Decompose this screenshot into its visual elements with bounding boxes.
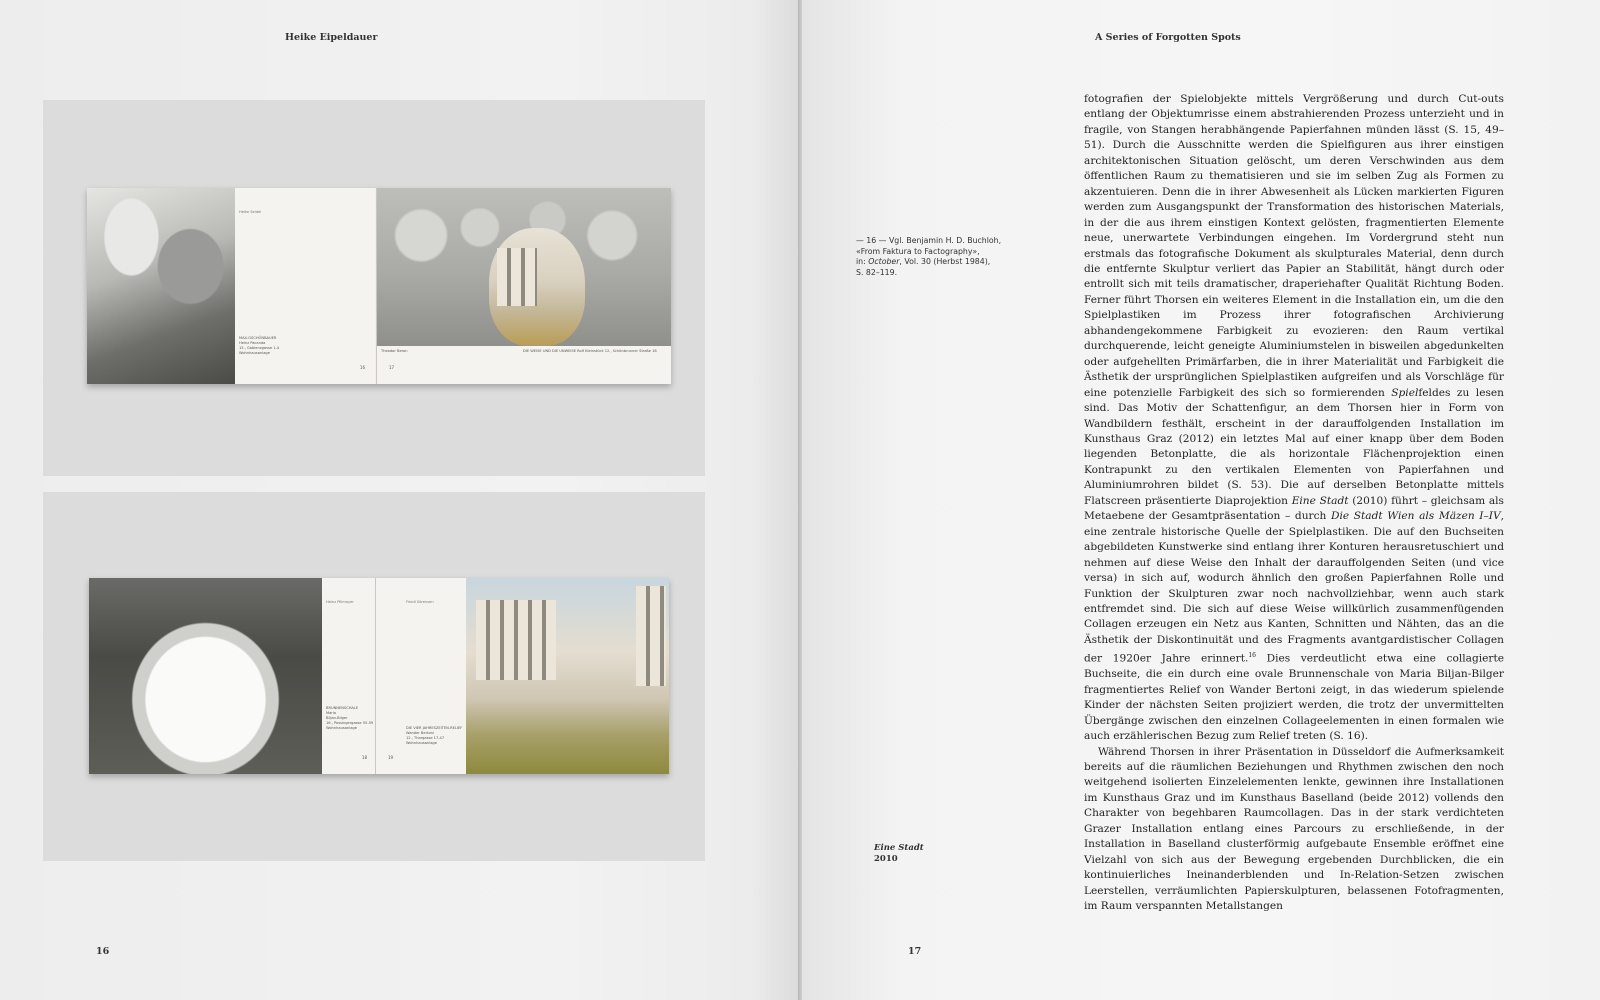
book-left-leaf (322, 578, 375, 774)
book-small-title: Heike Seidel (239, 210, 262, 214)
open-book-photo-1 (87, 188, 671, 384)
footnote-text-1: Vgl. Benjamin H. D. Buchloh, (888, 236, 1002, 245)
paragraph-2: Während Thorsen in ihrer Präsentation in Düsseldorf die Aufmerksamkeit bereits auf die räumlichen Beziehungen und Rhythmen zwischen den noch weitgehend isolierten Einzelelementen lenkte, gewinnen ihre Installationen im Kunsthaus Graz und im Kunsthaus Baselland (beide 2012) vollends den Charakter von begehbaren Raumcollagen. Das in der stark verdichteten Grazer Installation entlang eines Parcours zu erschließende, in der Installation in Baselland clusterförmig aufgebaute Ensemble eröffnet eine Vielzahl von sich aus der Bewegung ergebenden Durchblicken, die ein kontinuierliches Ineinanderblenden und In-Relation-Setzen zwischen Leerstellen, verräumlichten Papierskulpturen, belassenen Fotofragmenten, im Raum verspannten Metallstangen (1084, 745, 1504, 913)
photo-plate-1 (43, 100, 705, 476)
footnote-16: — 16 — Vgl. Benjamin H. D. Buchloh, «From Faktura to Factography», in: October, Vol. 30 (Herbst 1984), S. 82–119. (856, 236, 1002, 277)
footnote-ref-16: 16 (1248, 652, 1256, 660)
book-caption-left: MAX-GSCHÖNBAUER Heinz Pacanda 15., Gablenzgasse 1-4 Wohnhausanlage (239, 336, 280, 355)
work-title: Eine Stadt (874, 843, 924, 853)
book-small-title: Friedl Sörensen (406, 600, 434, 604)
right-folio: 17 (908, 946, 922, 957)
apartment-building (476, 600, 556, 680)
book-caption-right-2: DIE WEISE UND DIE UNWEISE Rolf Kleinstück 12., Schönbrunner Straße 18 (523, 349, 657, 353)
left-running-head: Heike Eipeldauer (285, 32, 378, 43)
right-running-head: A Series of Forgotten Spots (1095, 32, 1241, 43)
book-small-title: Heinz Pillmayer (326, 600, 354, 604)
book-caption-right: DIE VIER JAHRESZEITEN-RELIEF Wander Bertoni 12., Thorgasse 17-47 Wohnhausanlage (406, 726, 463, 745)
apartment-building (636, 586, 666, 686)
left-folio: 16 (96, 946, 110, 957)
open-book-photo-2 (89, 578, 669, 774)
bw-sculpture-photo (87, 188, 235, 384)
right-page (802, 0, 1600, 1000)
paragraph-1: fotografien der Spielobjekte mittels Vergrößerung und durch Cut-outs entlang der Objektumrisse einem abstrahierenden Prozess unterzieht und in fragile, von Stangen herabhängende Papierfahnen münden lässt (S. 15, 49–51). Durch die Ausschnitte werden die Spielfiguren aus ihrer einstigen architektonischen Situation gelöscht, um deren Verschwinden aus dem öffentlichen Raum zu thematisieren und sie im selben Zug als Formen zu akzentuieren. Denn die in ihrer Abwesenheit als Lücken markierten Figuren werden zum Ausgangspunkt der Transformation des historischen Materials, in der die aus ihrem einstigen Kontext gelösten, fragmentierten Elemente neue, unerwartete Verbindungen eingehen. Im Vordergrund steht nun erstmals das fotografische Dokument als skulpturales Material, denn durch die entfernte Skulptur verliert das Papier an Stabilität, hängt durch oder entrollt sich mit teils dramatischer, draperiehafter Qualität Richtung Boden. Ferner führt Thorsen ein weiteres Element in die Installation ein, um die den Spielplastiken im Prozess ihrer fotografischen Archivierung abhandengekommene Farbigkeit zu evozieren: den Raum vertikal durchquerende, leicht geneigte Aluminiumstelen in bisweilen abgedunkelten oder aufgehellten Primärfarben, die in ihrer Materialität und Farbigkeit die Ästhetik der ursprünglichen Spielplastiken aufgreifen und als Vorschläge für eine potenzielle Farbigkeit des sich so formierenden Spielfeldes zu lesen sind. Das Motiv der Schattenfigur, an dem Thorsen hier in Form von Wandbildern festhält, erscheint in der darauffolgenden Installation im Kunsthaus Graz (2012) ein letztes Mal auf einer knapp über dem Boden liegenden Betonplatte, die als horizontale Flächenprojektion einen Kontrapunkt zu den vertikalen Elementen von Papierfahnen und Aluminiumrohren bildet (S. 53). Die auf derselben Betonplatte mittels Flatscreen präsentierte Diaprojektion Eine Stadt (2010) führt – gleichsam als Metaebene der Gesamtpräsentation – durch Die Stadt Wien als Mäzen I–IV, eine zentrale historische Quelle der Spielplastiken. Die auf den Buchseiten abgebildeten Kunstwerke sind entlang ihrer Konturen herausretuschiert und nehmen auf diese Weise den Inhalt der darauffolgenden Seiten (und vice versa) in sich auf, wodurch ähnlich den großen Papierfahnen Rolle und Funktion der Skulpturen zwar noch nachvollziehbar, wenn auch stark entfremdet sind. Die sich auf diese Weise willkürlich zusammenfügenden Collagen erzeugen ein Netz aus Kanten, Schnitten und Nähten, das an die Ästhetik der Diskontinuität und des Fragments avantgardistischer Collagen der 1920er Jahre erinnert.$^{16}$ Dies verdeutlicht etwa eine collagierte Buchseite, die ein durch eine ovale Brunnenschale von Maria Biljan-Bilger fragmentiertes Relief von Wander Bertoni zeigt, in das wiederum spielende Kinder der nächsten Seiten projiziert werden, die trotz der unvermittelten Übergänge zwischen den einzelnen Collageelementen in einen formalen wie auch erzählerischen Bezug zum Relief treten (S. 16). (1084, 93, 1504, 743)
work-caption (874, 843, 924, 865)
footnote-text-3: , Vol. 30 (Herbst 1984), (899, 257, 991, 266)
fountain-collage-photo (89, 578, 322, 774)
color-street-photo (466, 578, 669, 774)
footnote-number: — 16 — (856, 236, 887, 245)
book-left-leaf (235, 188, 375, 384)
book-folio-left: 16 (359, 365, 365, 370)
book-caption-left: BRUNNENSCHALE Maria Biljan-Bilger 16., Possingergasse 55-59 Wohnhausanlage (326, 706, 374, 730)
footnote-journal: October (868, 257, 900, 266)
book-folio-right: 17 (389, 365, 395, 370)
building-in-cutout (497, 248, 537, 306)
main-body-text (1084, 92, 1504, 915)
book-caption-right-1: Theodor Beron (381, 349, 408, 353)
footnote-text-2: «From Faktura to Factography», (856, 246, 980, 256)
book-folio-right: 19 (388, 755, 394, 760)
photo-plate-2 (43, 492, 705, 861)
book-folio-left: 18 (361, 755, 367, 760)
stone-relief-photo (377, 188, 671, 346)
footnote-text-4: S. 82–119. (856, 267, 898, 277)
book-right-leaf (377, 188, 671, 384)
work-year: 2010 (874, 854, 898, 864)
book-right-leaf (376, 578, 466, 774)
left-page (0, 0, 798, 1000)
